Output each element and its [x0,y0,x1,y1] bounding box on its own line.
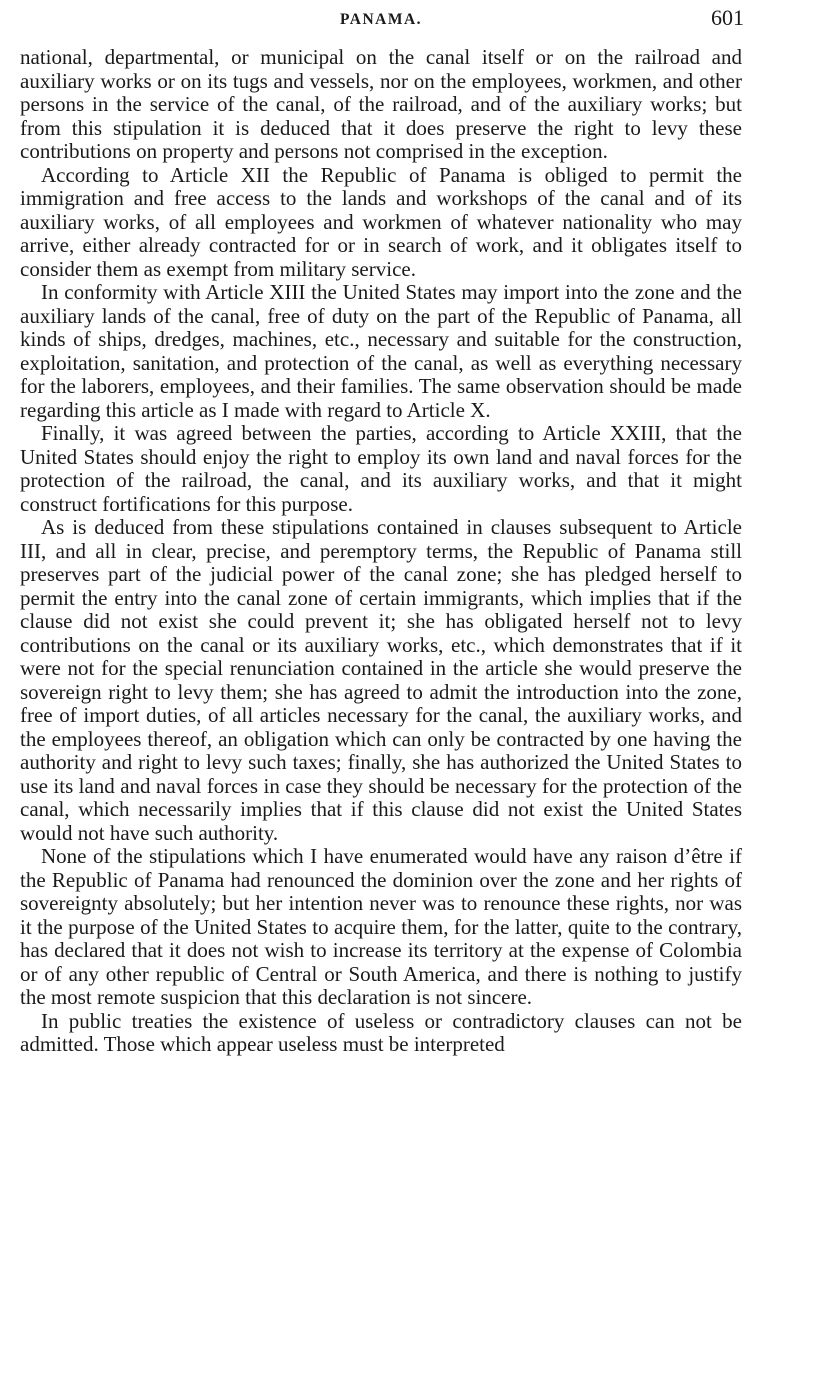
running-title: PANAMA. [339,11,423,28]
paragraph-public-treaties: In public treaties the existence of useless or contradictory clauses can not be admitted. Those which appear useless must be interpreted [20,1008,742,1056]
paragraph-raison-detre: None of the stipulations which I have enumerated would have any raison d’être if the Republic of Panama had renounced the dominion over the zone and her rights of sovereignty absolutely; but her intention never was to renounce these rights, nor was it the purpose of the United States to acquire them, for the latter, quite to the contrary, has declared that it does not wish to increase its territory at the expense of Colombia or of any other republic of Central or South America, and there is nothing to justify the most remote suspicion that this declaration is not sincere. [20,844,742,1009]
body-text [20,46,742,1057]
paragraph-continued: national, departmental, or municipal on the canal itself or on the railroad and auxiliary works or on its tugs and vessels, nor on the employees, workmen, and other persons in the service of the canal, of the railroad, and of the auxiliary works; but from this stipulation it is deduced that it does preserve the right to levy these contributions on property and persons not comprised in the exception. [20,45,742,163]
paragraph-article-xxiii: Finally, it was agreed between the parties, according to Article XXIII, that the United States should enjoy the right to employ its own land and naval forces for the protection of the railroad, the canal, and its auxiliary works, and that it might construct fortifications for this purpose. [20,421,742,516]
paragraph-stipulations-deduced: As is deduced from these stipulations contained in clauses subsequent to Article III, and all in clear, precise, and peremptory terms, the Republic of Panama still preserves part of the judicial power of the canal zone; she has pledged herself to permit the entry into the canal zone of certain immigrants, which implies that if the clause did not exist she could prevent it; she has obligated herself not to levy contributions on the canal or its auxiliary works, etc., which demonstrates that if it were not for the special renunciation contained in the article she would preserve the sovereign right to levy them; she has agreed to admit the introduction into the zone, free of import duties, of all articles necessary for the canal, the auxiliary works, and the employees thereof, an obligation which can only be contracted by one having the authority and right to levy such taxes; finally, she has authorized the United States to use its land and naval forces in case they should be necessary for the protection of the canal, which necessarily implies that if this clause did not exist the United States would not have such authority. [20,515,742,845]
paragraph-article-xii: According to Article XII the Republic of Panama is obliged to permit the immigration and free access to the lands and workshops of the canal and of its auxiliary works, of all employees and workmen of whatever nationality who may arrive, either already contracted for or in search of work, and it obligates itself to consider them as exempt from military service. [20,162,742,281]
running-head [20,0,742,46]
document-page [20,0,742,1057]
page-number: 601 [711,5,744,30]
paragraph-article-xiii: In conformity with Article XIII the United States may import into the zone and the auxiliary lands of the canal, free of duty on the part of the Republic of Panama, all kinds of ships, dredges, machines, etc., necessary and suitable for the construction, exploitation, sanitation, and protection of the canal, as well as everything necessary for the laborers, employees, and their families. The same observation should be made regarding this article as I made with regard to Article X. [20,280,742,422]
